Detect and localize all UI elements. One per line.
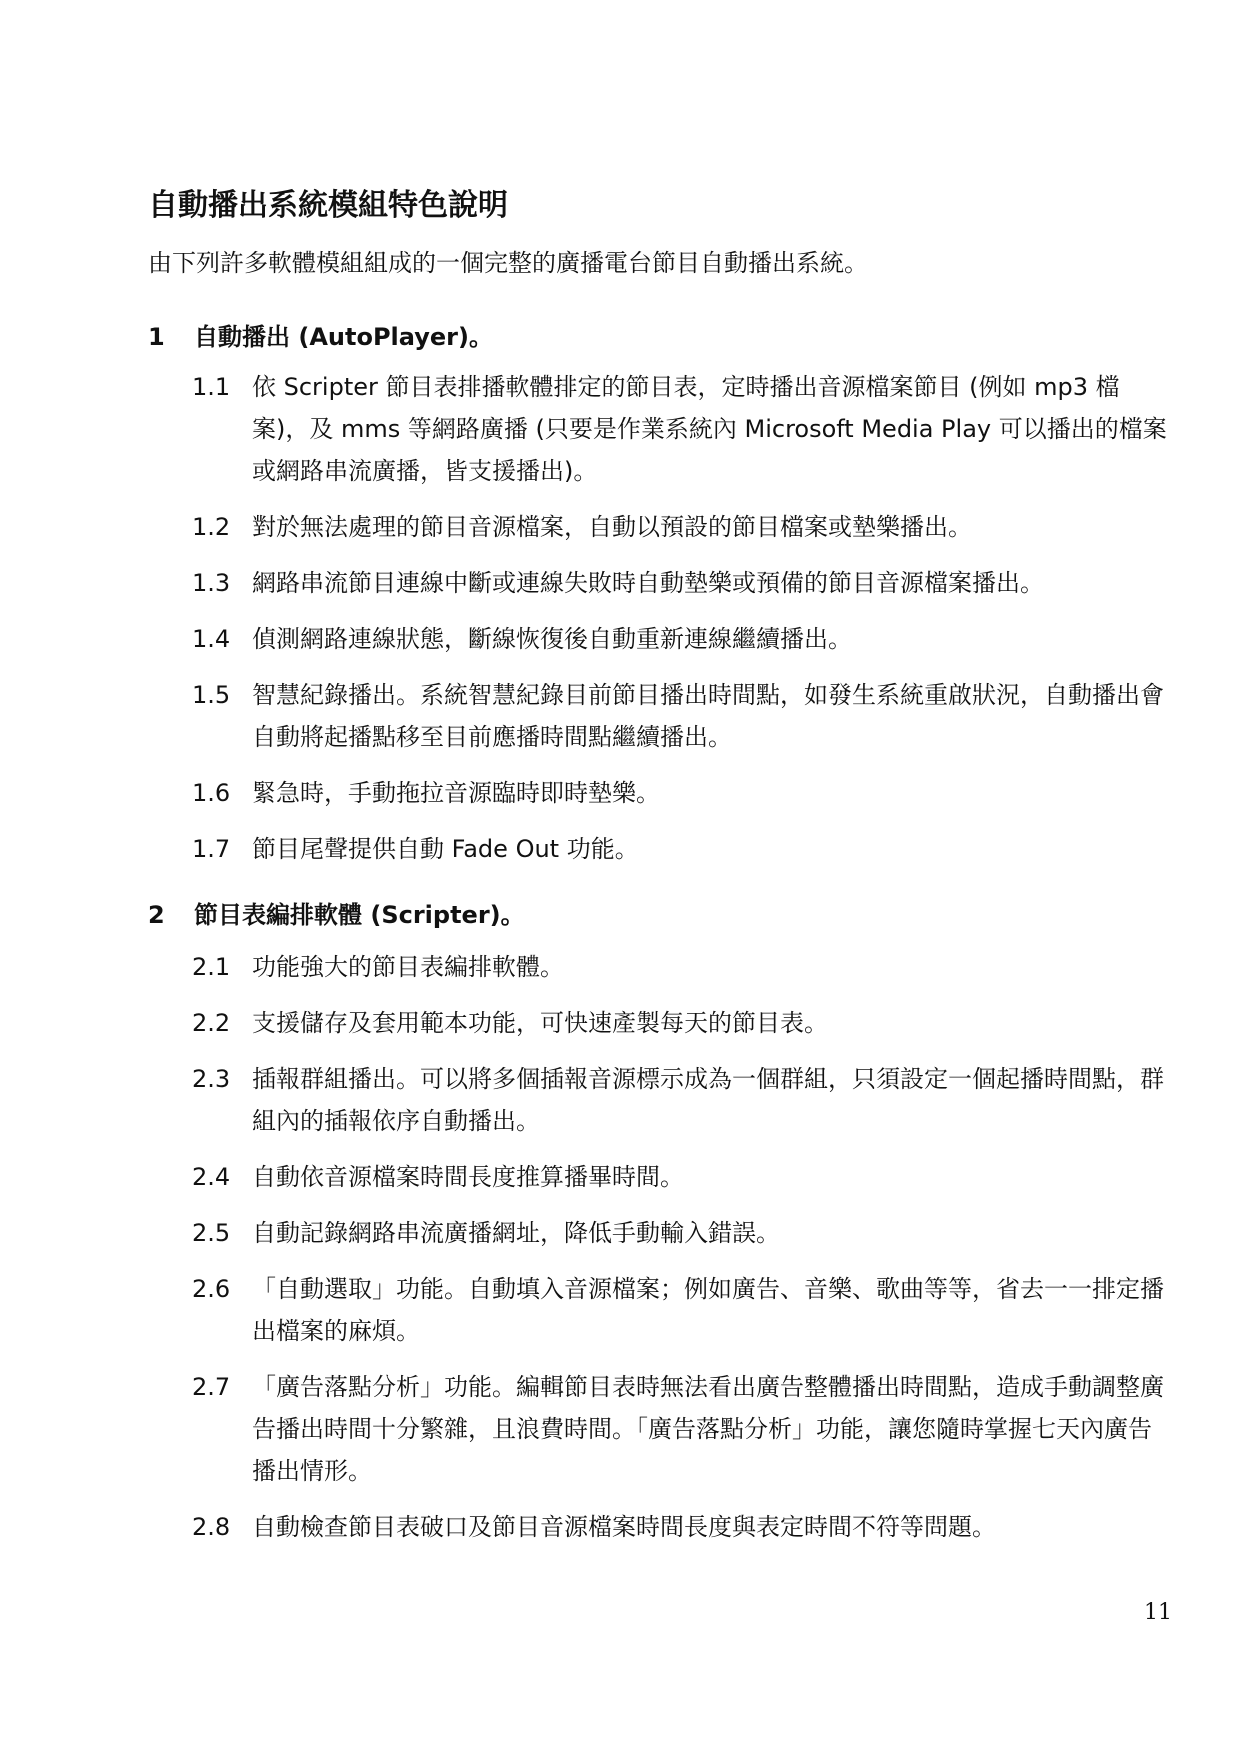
page-title: 自動播出系統模組特色說明 bbox=[148, 188, 508, 223]
item-number: 1.2 bbox=[192, 513, 231, 541]
item-text: 節目尾聲提供自動 Fade Out 功能。 bbox=[252, 835, 639, 863]
item-number: 2.7 bbox=[192, 1373, 231, 1401]
item-number: 2.5 bbox=[192, 1219, 231, 1247]
item-text: 緊急時，手動拖拉音源臨時即時墊樂。 bbox=[252, 779, 660, 807]
item-number: 2.2 bbox=[192, 1009, 231, 1037]
item-number: 1.7 bbox=[192, 835, 231, 863]
item-text: 網路串流節目連線中斷或連線失敗時自動墊樂或預備的節目音源檔案播出。 bbox=[252, 569, 1044, 597]
item-number: 1.5 bbox=[192, 681, 231, 709]
section-label: 節目表編排軟體 (Scripter)。 bbox=[194, 901, 525, 929]
item-text: 功能強大的節目表編排軟體。 bbox=[252, 953, 564, 981]
item-text: 插報群組播出。可以將多個插報音源標示成為一個群組，只須設定一個起播時間點，群組內的插報依序自動播出。 bbox=[252, 1065, 1164, 1135]
item-number: 2.3 bbox=[192, 1065, 231, 1093]
item-number: 2.6 bbox=[192, 1275, 231, 1303]
item-text: 「廣告落點分析」功能。編輯節目表時無法看出廣告整體播出時間點，造成手動調整廣告播出時間十分繁雜，且浪費時間。「廣告落點分析」功能，讓您隨時掌握七天內廣告播出情形。 bbox=[252, 1373, 1164, 1485]
item-text: 自動記錄網路串流廣播網址，降低手動輸入錯誤。 bbox=[252, 1219, 780, 1247]
item-text: 「自動選取」功能。自動填入音源檔案；例如廣告、音樂、歌曲等等，省去一一排定播出檔案的麻煩。 bbox=[252, 1275, 1164, 1345]
item-number: 2.8 bbox=[192, 1513, 231, 1541]
section-number: 2 bbox=[148, 901, 165, 929]
item-text: 偵測網路連線狀態，斷線恢復後自動重新連線繼續播出。 bbox=[252, 625, 852, 653]
item-number: 1.4 bbox=[192, 625, 231, 653]
item-text: 支援儲存及套用範本功能，可快速產製每天的節目表。 bbox=[252, 1009, 828, 1037]
intro-paragraph: 由下列許多軟體模組組成的一個完整的廣播電台節目自動播出系統。 bbox=[148, 249, 868, 277]
item-text: 自動依音源檔案時間長度推算播畢時間。 bbox=[252, 1163, 684, 1191]
item-text: 對於無法處理的節目音源檔案，自動以預設的節目檔案或墊樂播出。 bbox=[252, 513, 972, 541]
item-text: 智慧紀錄播出。系統智慧紀錄目前節目播出時間點，如發生系統重啟狀況，自動播出會自動將起播點移至目前應播時間點繼續播出。 bbox=[252, 681, 1164, 751]
section-number: 1 bbox=[148, 323, 165, 351]
item-text: 自動檢查節目表破口及節目音源檔案時間長度與表定時間不符等問題。 bbox=[252, 1513, 996, 1541]
item-number: 2.1 bbox=[192, 953, 231, 981]
item-text: 依 Scripter 節目表排播軟體排定的節目表，定時播出音源檔案節目 (例如 mp3 檔案)，及 mms 等網路廣播 (只要是作業系統內 Microsoft Media Play 可以播出的檔案或網路串流廣播，皆支援播出)。 bbox=[252, 373, 1167, 485]
section-label: 自動播出 (AutoPlayer)。 bbox=[194, 323, 493, 351]
item-number: 2.4 bbox=[192, 1163, 231, 1191]
page-number: 11 bbox=[1144, 1600, 1172, 1625]
item-number: 1.6 bbox=[192, 779, 231, 807]
item-number: 1.1 bbox=[192, 373, 231, 401]
item-number: 1.3 bbox=[192, 569, 231, 597]
